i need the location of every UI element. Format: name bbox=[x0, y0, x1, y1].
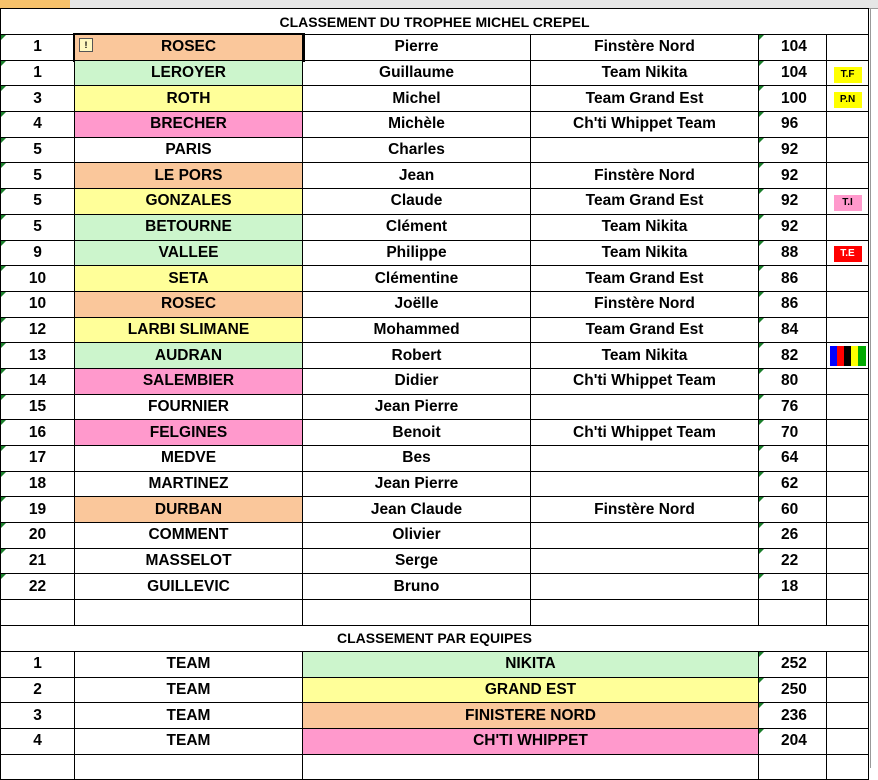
rank-cell[interactable]: 20 bbox=[1, 523, 75, 549]
empty-cell[interactable] bbox=[75, 754, 303, 780]
ranking-table bbox=[0, 8, 869, 780]
badge-cell[interactable] bbox=[827, 86, 869, 112]
last-name-cell[interactable]: ROTH bbox=[75, 86, 303, 112]
team-name-cell[interactable]: FINISTERE NORD bbox=[303, 703, 759, 729]
last-name-cell[interactable]: ROSEC ! bbox=[75, 35, 303, 61]
badge-cell[interactable] bbox=[827, 266, 869, 292]
points-cell[interactable]: 96 bbox=[759, 112, 827, 138]
last-name-cell[interactable]: LE PORS bbox=[75, 163, 303, 189]
points-cell[interactable]: 92 bbox=[759, 214, 827, 240]
first-name-cell[interactable]: Michel bbox=[303, 86, 531, 112]
badge-cell[interactable] bbox=[827, 574, 869, 600]
team-label-cell[interactable]: TEAM bbox=[75, 728, 303, 754]
team-cell[interactable]: Team Grand Est bbox=[531, 266, 759, 292]
ranking-row bbox=[1, 394, 869, 420]
badge-cell[interactable] bbox=[827, 240, 869, 266]
team-cell[interactable]: Ch'ti Whippet Team bbox=[531, 368, 759, 394]
jersey-stripes-icon bbox=[830, 346, 866, 366]
ranking-row bbox=[1, 189, 869, 215]
empty-cell[interactable] bbox=[1, 754, 75, 780]
points-cell[interactable]: 60 bbox=[759, 497, 827, 523]
ranking-row bbox=[1, 523, 869, 549]
title-individual[interactable]: CLASSEMENT DU TROPHEE MICHEL CREPEL bbox=[1, 9, 869, 35]
ranking-row bbox=[1, 266, 869, 292]
rank-cell[interactable]: 13 bbox=[1, 343, 75, 369]
rank-cell[interactable]: 19 bbox=[1, 497, 75, 523]
badge-cell[interactable] bbox=[827, 368, 869, 394]
ranking-row bbox=[1, 548, 869, 574]
rank-cell[interactable]: 10 bbox=[1, 291, 75, 317]
last-name-cell[interactable]: BETOURNE bbox=[75, 214, 303, 240]
ranking-row bbox=[1, 86, 869, 112]
first-name-cell[interactable]: Pierre bbox=[303, 35, 531, 61]
team-name-cell[interactable]: GRAND EST bbox=[303, 677, 759, 703]
team-rank-cell[interactable]: 1 bbox=[1, 651, 75, 677]
team-cell[interactable]: Team Nikita bbox=[531, 343, 759, 369]
badge-cell[interactable] bbox=[827, 112, 869, 138]
team-extra-cell[interactable] bbox=[827, 703, 869, 729]
ranking-row bbox=[1, 446, 869, 472]
last-name-cell[interactable]: LARBI SLIMANE bbox=[75, 317, 303, 343]
warning-icon[interactable]: ! bbox=[79, 38, 93, 52]
selected-column-header[interactable] bbox=[0, 0, 70, 8]
last-name-cell[interactable]: DURBAN bbox=[75, 497, 303, 523]
ranking-row bbox=[1, 137, 869, 163]
empty-cell[interactable] bbox=[303, 600, 531, 626]
rank-cell[interactable]: 15 bbox=[1, 394, 75, 420]
ranking-row bbox=[1, 317, 869, 343]
team-cell[interactable]: Finstère Nord bbox=[531, 291, 759, 317]
rank-cell[interactable]: 5 bbox=[1, 163, 75, 189]
points-cell[interactable]: 62 bbox=[759, 471, 827, 497]
badge-cell[interactable] bbox=[827, 523, 869, 549]
points-cell[interactable]: 104 bbox=[759, 60, 827, 86]
team-cell[interactable] bbox=[531, 394, 759, 420]
team-points-cell[interactable]: 204 bbox=[759, 728, 827, 754]
points-cell[interactable]: 26 bbox=[759, 523, 827, 549]
last-name-cell[interactable]: MARTINEZ bbox=[75, 471, 303, 497]
points-cell[interactable]: 100 bbox=[759, 86, 827, 112]
last-name-cell[interactable]: PARIS bbox=[75, 137, 303, 163]
first-name-cell[interactable]: Jean Pierre bbox=[303, 471, 531, 497]
points-cell[interactable]: 86 bbox=[759, 291, 827, 317]
sheet-edge bbox=[870, 8, 878, 768]
ranking-row bbox=[1, 214, 869, 240]
title-row bbox=[1, 9, 869, 35]
stripe bbox=[851, 346, 858, 366]
rank-cell[interactable]: 1 bbox=[1, 35, 75, 61]
team-extra-cell[interactable] bbox=[827, 651, 869, 677]
ranking-row bbox=[1, 291, 869, 317]
team-extra-cell[interactable] bbox=[827, 728, 869, 754]
badge-cell[interactable] bbox=[827, 343, 869, 369]
first-name-cell[interactable]: Charles bbox=[303, 137, 531, 163]
badge-cell[interactable] bbox=[827, 291, 869, 317]
team-cell[interactable] bbox=[531, 137, 759, 163]
rank-cell[interactable]: 22 bbox=[1, 574, 75, 600]
last-name-cell[interactable]: FOURNIER bbox=[75, 394, 303, 420]
rank-cell[interactable]: 10 bbox=[1, 266, 75, 292]
last-name-cell[interactable]: BRECHER bbox=[75, 112, 303, 138]
team-row bbox=[1, 728, 869, 754]
team-cell[interactable]: Team Nikita bbox=[531, 214, 759, 240]
team-rank-cell[interactable]: 2 bbox=[1, 677, 75, 703]
rank-cell[interactable]: 3 bbox=[1, 86, 75, 112]
first-name-cell[interactable]: Bes bbox=[303, 446, 531, 472]
points-cell[interactable]: 84 bbox=[759, 317, 827, 343]
rank-cell[interactable]: 14 bbox=[1, 368, 75, 394]
first-name-cell[interactable]: Didier bbox=[303, 368, 531, 394]
empty-row bbox=[1, 754, 869, 780]
first-name-cell[interactable]: Jean Claude bbox=[303, 497, 531, 523]
team-points-cell[interactable]: 252 bbox=[759, 651, 827, 677]
empty-cell[interactable] bbox=[303, 754, 759, 780]
team-row bbox=[1, 677, 869, 703]
ranking-row bbox=[1, 112, 869, 138]
team-cell[interactable] bbox=[531, 523, 759, 549]
team-badge: P.N bbox=[834, 92, 862, 108]
badge-cell[interactable] bbox=[827, 497, 869, 523]
last-name-cell[interactable]: MEDVE bbox=[75, 446, 303, 472]
points-cell[interactable]: 80 bbox=[759, 368, 827, 394]
rank-cell[interactable]: 5 bbox=[1, 137, 75, 163]
empty-cell[interactable] bbox=[759, 754, 827, 780]
team-cell[interactable]: Finstère Nord bbox=[531, 35, 759, 61]
ranking-row bbox=[1, 240, 869, 266]
points-cell[interactable]: 92 bbox=[759, 137, 827, 163]
team-cell[interactable]: Team Grand Est bbox=[531, 189, 759, 215]
team-label-cell[interactable]: TEAM bbox=[75, 677, 303, 703]
first-name-cell[interactable]: Robert bbox=[303, 343, 531, 369]
ranking-row bbox=[1, 368, 869, 394]
last-name-cell[interactable]: SETA bbox=[75, 266, 303, 292]
last-name-cell[interactable]: ROSEC bbox=[75, 291, 303, 317]
badge-cell[interactable] bbox=[827, 35, 869, 61]
first-name-cell[interactable]: Joëlle bbox=[303, 291, 531, 317]
empty-cell[interactable] bbox=[1, 600, 75, 626]
first-name-cell[interactable]: Bruno bbox=[303, 574, 531, 600]
team-cell[interactable]: Team Grand Est bbox=[531, 86, 759, 112]
team-badge: T.E bbox=[834, 246, 862, 262]
team-cell[interactable]: Finstère Nord bbox=[531, 163, 759, 189]
ranking-row bbox=[1, 497, 869, 523]
badge-cell[interactable] bbox=[827, 163, 869, 189]
team-cell[interactable]: Team Nikita bbox=[531, 60, 759, 86]
team-title-row bbox=[1, 625, 869, 651]
last-name-cell[interactable]: COMMENT bbox=[75, 523, 303, 549]
last-name-cell[interactable]: MASSELOT bbox=[75, 548, 303, 574]
team-row bbox=[1, 703, 869, 729]
team-cell[interactable] bbox=[531, 446, 759, 472]
ranking-row bbox=[1, 471, 869, 497]
points-cell[interactable]: 92 bbox=[759, 189, 827, 215]
first-name-cell[interactable]: Claude bbox=[303, 189, 531, 215]
rank-cell[interactable]: 17 bbox=[1, 446, 75, 472]
empty-cell[interactable] bbox=[759, 600, 827, 626]
team-cell[interactable]: Team Nikita bbox=[531, 240, 759, 266]
first-name-cell[interactable]: Guillaume bbox=[303, 60, 531, 86]
team-cell[interactable]: Team Grand Est bbox=[531, 317, 759, 343]
points-cell[interactable]: 104 bbox=[759, 35, 827, 61]
rank-cell[interactable]: 1 bbox=[1, 60, 75, 86]
team-rank-cell[interactable]: 4 bbox=[1, 728, 75, 754]
last-name-cell[interactable]: SALEMBIER bbox=[75, 368, 303, 394]
last-name-cell[interactable]: LEROYER bbox=[75, 60, 303, 86]
badge-cell[interactable] bbox=[827, 420, 869, 446]
first-name-cell[interactable]: Benoit bbox=[303, 420, 531, 446]
points-cell[interactable]: 82 bbox=[759, 343, 827, 369]
ranking-row bbox=[1, 343, 869, 369]
badge-cell[interactable] bbox=[827, 548, 869, 574]
team-cell[interactable] bbox=[531, 574, 759, 600]
stripe bbox=[858, 346, 865, 366]
badge-cell[interactable] bbox=[827, 189, 869, 215]
rank-cell[interactable]: 18 bbox=[1, 471, 75, 497]
first-name-cell[interactable]: Mohammed bbox=[303, 317, 531, 343]
title-teams[interactable]: CLASSEMENT PAR EQUIPES bbox=[1, 625, 869, 651]
badge-cell[interactable] bbox=[827, 394, 869, 420]
team-badge: T.F bbox=[834, 67, 862, 83]
points-cell[interactable]: 92 bbox=[759, 163, 827, 189]
empty-cell[interactable] bbox=[531, 600, 759, 626]
ranking-row bbox=[1, 35, 869, 61]
ranking-row bbox=[1, 163, 869, 189]
ranking-row bbox=[1, 574, 869, 600]
first-name-cell[interactable]: Clément bbox=[303, 214, 531, 240]
team-cell[interactable]: Ch'ti Whippet Team bbox=[531, 420, 759, 446]
team-extra-cell[interactable] bbox=[827, 677, 869, 703]
points-cell[interactable]: 70 bbox=[759, 420, 827, 446]
team-points-cell[interactable]: 236 bbox=[759, 703, 827, 729]
points-cell[interactable]: 76 bbox=[759, 394, 827, 420]
first-name-cell[interactable]: Philippe bbox=[303, 240, 531, 266]
first-name-cell[interactable]: Jean bbox=[303, 163, 531, 189]
rank-cell[interactable]: 5 bbox=[1, 189, 75, 215]
first-name-cell[interactable]: Serge bbox=[303, 548, 531, 574]
team-rank-cell[interactable]: 3 bbox=[1, 703, 75, 729]
rank-cell[interactable]: 21 bbox=[1, 548, 75, 574]
badge-cell[interactable] bbox=[827, 471, 869, 497]
last-name-cell[interactable]: AUDRAN bbox=[75, 343, 303, 369]
rank-cell[interactable]: 4 bbox=[1, 112, 75, 138]
ranking-row bbox=[1, 420, 869, 446]
badge-cell[interactable] bbox=[827, 137, 869, 163]
badge-cell[interactable] bbox=[827, 214, 869, 240]
first-name-cell[interactable]: Clémentine bbox=[303, 266, 531, 292]
team-cell[interactable] bbox=[531, 548, 759, 574]
empty-cell[interactable] bbox=[827, 754, 869, 780]
team-points-cell[interactable]: 250 bbox=[759, 677, 827, 703]
rank-cell[interactable]: 12 bbox=[1, 317, 75, 343]
team-badge: T.I bbox=[834, 195, 862, 211]
first-name-cell[interactable]: Michèle bbox=[303, 112, 531, 138]
points-cell[interactable]: 64 bbox=[759, 446, 827, 472]
team-label-cell[interactable]: TEAM bbox=[75, 651, 303, 677]
empty-cell[interactable] bbox=[75, 600, 303, 626]
last-name-cell[interactable]: VALLEE bbox=[75, 240, 303, 266]
ranking-row bbox=[1, 60, 869, 86]
badge-cell[interactable] bbox=[827, 446, 869, 472]
team-name-cell[interactable]: CH'TI WHIPPET bbox=[303, 728, 759, 754]
badge-cell[interactable] bbox=[827, 60, 869, 86]
first-name-cell[interactable]: Olivier bbox=[303, 523, 531, 549]
empty-cell[interactable] bbox=[827, 600, 869, 626]
rank-cell[interactable]: 16 bbox=[1, 420, 75, 446]
last-name-cell[interactable]: FELGINES bbox=[75, 420, 303, 446]
empty-row bbox=[1, 600, 869, 626]
points-cell[interactable]: 88 bbox=[759, 240, 827, 266]
team-name-cell[interactable]: NIKITA bbox=[303, 651, 759, 677]
badge-cell[interactable] bbox=[827, 317, 869, 343]
team-cell[interactable]: Ch'ti Whippet Team bbox=[531, 112, 759, 138]
points-cell[interactable]: 18 bbox=[759, 574, 827, 600]
team-cell[interactable] bbox=[531, 471, 759, 497]
points-cell[interactable]: 86 bbox=[759, 266, 827, 292]
last-name-cell[interactable]: GONZALES bbox=[75, 189, 303, 215]
team-row bbox=[1, 651, 869, 677]
team-cell[interactable]: Finstère Nord bbox=[531, 497, 759, 523]
rank-cell[interactable]: 9 bbox=[1, 240, 75, 266]
rank-cell[interactable]: 5 bbox=[1, 214, 75, 240]
team-label-cell[interactable]: TEAM bbox=[75, 703, 303, 729]
stripe bbox=[844, 346, 851, 366]
first-name-cell[interactable]: Jean Pierre bbox=[303, 394, 531, 420]
stripe bbox=[830, 346, 837, 366]
last-name-cell[interactable]: GUILLEVIC bbox=[75, 574, 303, 600]
points-cell[interactable]: 22 bbox=[759, 548, 827, 574]
stripe bbox=[837, 346, 844, 366]
